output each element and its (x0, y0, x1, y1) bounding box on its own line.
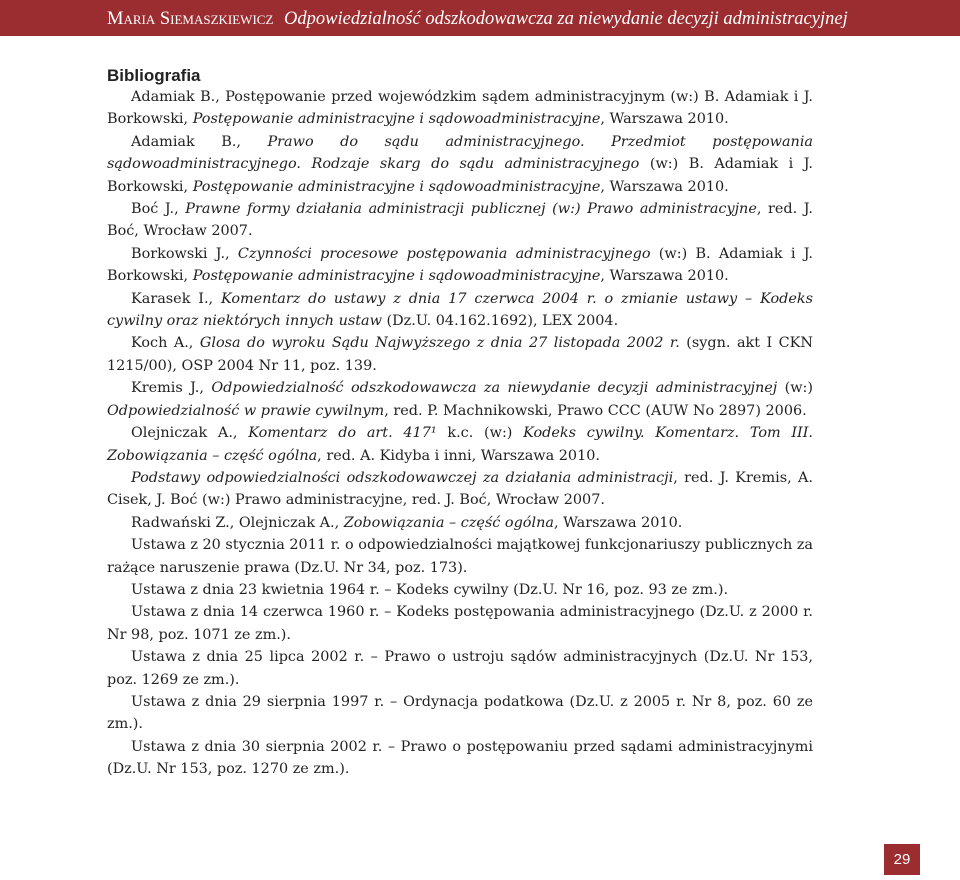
entry-text: , red. J. Boć, Wrocław 2007. (107, 201, 813, 240)
bibliography-entry (107, 467, 813, 512)
bibliography-section (107, 64, 813, 781)
bibliography-entry (107, 534, 813, 579)
entry-text: Ustawa z dnia 14 czerwca 1960 r. – Kodeks postępowania administracyjnego (Dz.U. z 2000 r. Nr 98, poz. 1071 ze zm.). (107, 604, 813, 643)
header-title: Odpowiedzialność odszkodowawcza za niewydanie decyzji administracyjnej (284, 9, 848, 29)
entry-text: Radwański Z., Olejniczak A., (131, 514, 344, 531)
entry-text: , red. P. Machnikowski, Prawo CCC (AUW No 2897) 2006. (384, 402, 807, 419)
bibliography-entry (107, 422, 813, 467)
entry-title-italic: Prawne formy działania administracji publicznej (w:) Prawo administracyjne (185, 201, 757, 218)
bibliography-entry (107, 198, 813, 243)
entry-text: Kremis J., (131, 380, 212, 397)
header-author: Maria Siemaszkiewicz (107, 9, 274, 29)
entry-title-italic: Postępowanie administracyjne i sądowoadministracyjne (192, 268, 601, 285)
entry-title-italic: Glosa do wyroku Sądu Najwyższego z dnia 27 listopada 2002 r. (199, 335, 680, 352)
entry-title-italic: Zobowiązania – część ogólna (343, 514, 554, 531)
entry-text: (w:) B. Adamiak i J. Borkowski, (107, 156, 813, 195)
entry-title-italic: Kodeks cywilny. Komentarz. Tom III. Zobowiązania – część ogólna (107, 425, 813, 464)
entry-text: , red. A. Kidyba i inni, Warszawa 2010. (317, 447, 600, 464)
entry-title-italic: Podstawy odpowiedzialności odszkodowawczej za działania administracji (131, 469, 674, 486)
entry-title-italic: Czynności procesowe postępowania administracyjnego (237, 245, 651, 262)
entry-title-italic: Prawo do sądu administracyjnego. Przedmiot postępowania sądowoadministracyjnego. Rodzaje skarg do sądu administracyjnego (107, 133, 813, 173)
entry-title-italic: Komentarz do ustawy z dnia 17 czerwca 2004 r. o zmianie ustawy – Kodeks cywilny oraz niektórych innych ustaw (107, 290, 813, 330)
entry-text: Adamiak B., Postępowanie przed wojewódzkim sądem administracyjnym (w:) B. Adamiak i J. Borkowski, (107, 89, 813, 128)
entry-title-italic: Postępowanie administracyjne i sądowoadministracyjne (192, 111, 601, 128)
bibliography-entry (107, 131, 813, 198)
entry-text: Borkowski J., (131, 245, 238, 262)
entry-text: Ustawa z dnia 25 lipca 2002 r. – Prawo o ustroju sądów administracyjnych (Dz.U. Nr 153, poz. 1269 ze zm.). (107, 649, 813, 688)
bibliography-entry (107, 377, 813, 422)
running-header (0, 0, 960, 36)
bibliography-entry (107, 288, 813, 333)
section-heading: Bibliografia (107, 66, 201, 85)
bibliography-entry (107, 512, 813, 534)
entry-text: , Warszawa 2010. (600, 111, 729, 128)
entry-text: (w:) B. Adamiak i J. Borkowski, (107, 245, 813, 285)
entry-text: Karasek I., (131, 290, 221, 307)
entry-text: , Warszawa 2010. (600, 268, 729, 285)
entry-text: (Dz.U. 04.162.1692), LEX 2004. (381, 313, 619, 330)
entry-text: Ustawa z 20 stycznia 2011 r. o odpowiedzialności majątkowej funkcjonariuszy publicznych za rażące naruszenie prawa (Dz.U. Nr 34, poz. 173). (107, 537, 813, 576)
bibliography-list (107, 86, 813, 781)
entry-text: (sygn. akt I CKN 1215/00), OSP 2004 Nr 11, poz. 139. (107, 335, 814, 374)
entry-title-italic: Postępowanie administracyjne i sądowoadministracyjne (192, 178, 601, 195)
bibliography-entry (107, 646, 813, 691)
entry-text: Boć J., (131, 201, 186, 218)
bibliography-entry (107, 736, 813, 781)
entry-text: , Warszawa 2010. (600, 178, 729, 195)
entry-text: Ustawa z dnia 23 kwietnia 1964 r. – Kodeks cywilny (Dz.U. Nr 16, poz. 93 ze zm.). (131, 581, 729, 598)
entry-title-italic: Komentarz do art. 417¹ (248, 425, 437, 442)
page-number-badge: 29 (884, 844, 920, 875)
entry-text: Adamiak B., (131, 133, 268, 150)
entry-text: , red. J. Kremis, A. Cisek, J. Boć (w:) Prawo administracyjne, red. J. Boć, Wrocław 2007. (107, 469, 813, 509)
bibliography-entry (107, 243, 813, 288)
entry-text: Ustawa z dnia 30 sierpnia 2002 r. – Prawo o postępowaniu przed sądami administracyjnymi (Dz.U. Nr 153, poz. 1270 ze zm.). (107, 738, 813, 778)
bibliography-entry (107, 332, 813, 377)
entry-text: k.c. (w:) (436, 425, 524, 442)
bibliography-entry (107, 601, 813, 646)
bibliography-entry (107, 86, 813, 131)
entry-text: Olejniczak A., (131, 425, 249, 442)
entry-text: , Warszawa 2010. (553, 514, 683, 531)
entry-text: (w:) (777, 380, 813, 397)
entry-title-italic: Odpowiedzialność w prawie cywilnym (107, 402, 385, 419)
bibliography-entry (107, 691, 813, 736)
bibliography-entry (107, 579, 813, 601)
entry-text: Ustawa z dnia 29 sierpnia 1997 r. – Ordynacja podatkowa (Dz.U. z 2005 r. Nr 8, poz. 60 ze zm.). (107, 693, 813, 733)
entry-title-italic: Odpowiedzialność odszkodowawcza za niewydanie decyzji administracyjnej (211, 380, 778, 397)
entry-text: Koch A., (131, 335, 200, 352)
